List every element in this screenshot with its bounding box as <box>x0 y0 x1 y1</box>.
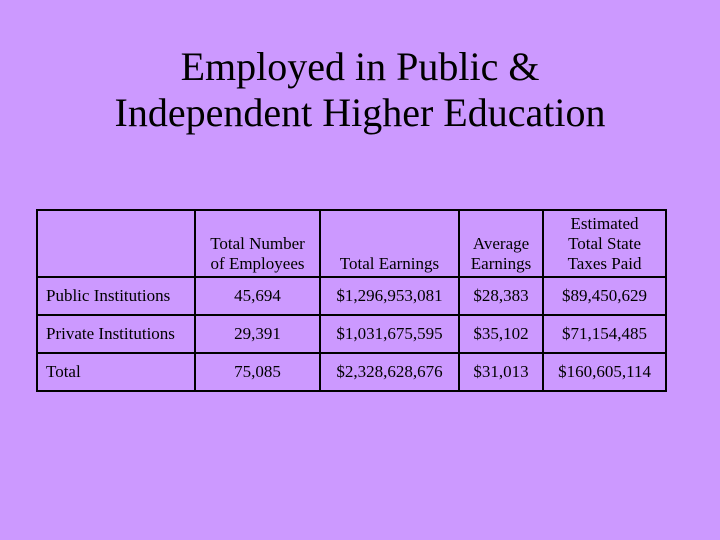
title-line-1: Employed in Public & <box>180 44 540 89</box>
header-total-employees <box>195 210 320 277</box>
cell-total-earnings: $2,328,628,676 <box>320 353 459 391</box>
title-line-2: Independent Higher Education <box>114 90 606 135</box>
cell-taxes-paid: $160,605,114 <box>543 353 666 391</box>
header-line: Average <box>472 234 530 253</box>
header-estimated-taxes <box>543 210 666 277</box>
cell-total-earnings: $1,296,953,081 <box>320 277 459 315</box>
table-header-row <box>37 210 666 277</box>
header-line: Total Earnings <box>339 254 440 273</box>
header-line: Taxes Paid <box>567 254 642 273</box>
table-row <box>37 353 666 391</box>
cell-employees: 29,391 <box>195 315 320 353</box>
cell-taxes-paid: $89,450,629 <box>543 277 666 315</box>
header-line: Earnings <box>470 254 532 273</box>
table-row <box>37 277 666 315</box>
row-label: Total <box>37 353 195 391</box>
cell-total-earnings: $1,031,675,595 <box>320 315 459 353</box>
table-row <box>37 315 666 353</box>
header-blank-cell <box>37 210 195 277</box>
header-total-earnings <box>320 210 459 277</box>
header-line: Total State <box>568 234 641 253</box>
cell-taxes-paid: $71,154,485 <box>543 315 666 353</box>
cell-employees: 45,694 <box>195 277 320 315</box>
header-line: Total Number <box>210 234 305 253</box>
cell-employees: 75,085 <box>195 353 320 391</box>
header-average-earnings <box>459 210 543 277</box>
slide-title <box>0 44 720 136</box>
header-line: of Employees <box>210 254 305 273</box>
cell-average-earnings: $35,102 <box>459 315 543 353</box>
cell-average-earnings: $28,383 <box>459 277 543 315</box>
employment-table <box>36 209 667 392</box>
header-line: Estimated <box>570 214 639 233</box>
row-label: Public Institutions <box>37 277 195 315</box>
cell-average-earnings: $31,013 <box>459 353 543 391</box>
row-label: Private Institutions <box>37 315 195 353</box>
